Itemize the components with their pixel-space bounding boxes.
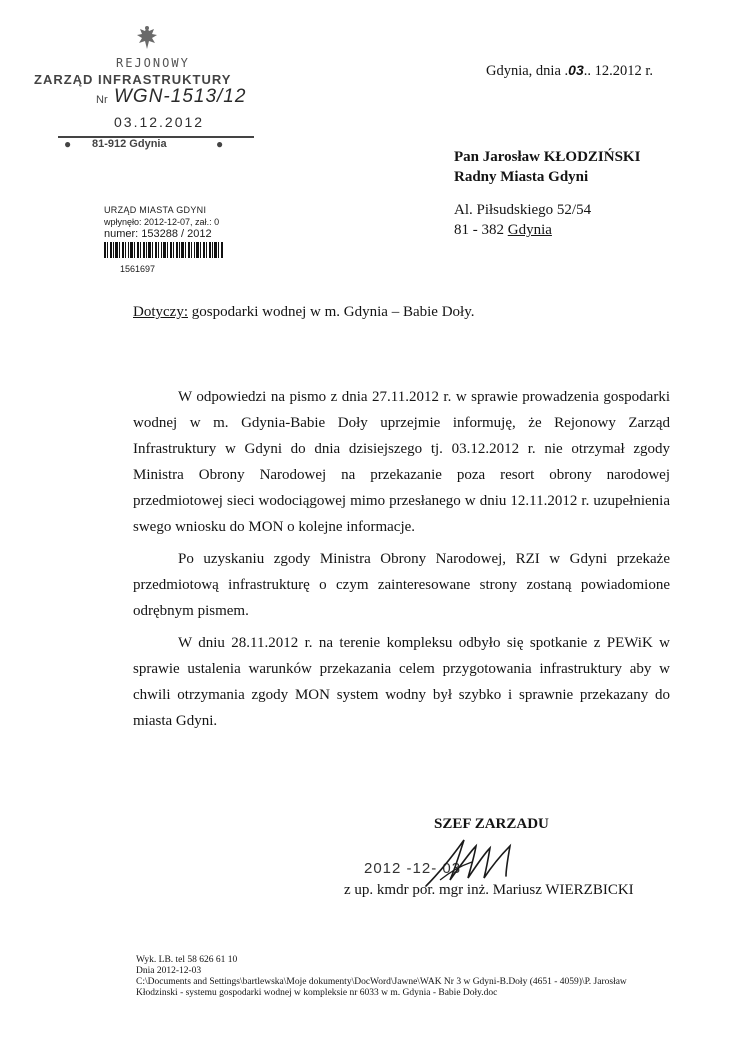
reception-office: URZĄD MIASTA GDYNI	[104, 205, 207, 215]
signer-line: z up. kmdr por. mgr inż. Mariusz WIERZBICKI	[344, 882, 634, 898]
addressee-street: Al. Piłsudskiego 52/54	[454, 202, 592, 218]
footer-line-2: Dnia 2012-12-03	[136, 966, 202, 976]
stamp-dot-icon: ●	[64, 137, 72, 151]
barcode-number: 1561697	[120, 264, 156, 274]
subject-text: gospodarki wodnej w m. Gdynia – Babie Doły.	[187, 304, 475, 320]
addressee-name: Pan Jarosław KŁODZIŃSKI	[454, 149, 641, 165]
reception-number: numer: 153288 / 2012	[104, 228, 212, 240]
letter-body	[133, 384, 670, 740]
footer	[136, 955, 696, 999]
paragraph-3: W dniu 28.11.2012 r. na terenie kompleksu odbyło się spotkanie z PEWiK w sprawie ustalenia warunków przekazania celem przygotowania infrastruktury aby w chwili otrzymania zgody MON system wodny był szybko i sprawnie przekazany do miasta Gdyni.	[133, 635, 670, 729]
subject-label: Dotyczy:	[133, 304, 188, 320]
subject-line	[133, 304, 474, 321]
paragraph-2: Po uzyskaniu zgody Ministra Obrony Narodowej, RZI w Gdyni przekaże przedmiotową infrastrukturę o czym zainteresowane strony zostaną powiadomione odrębnym pismem.	[133, 551, 670, 619]
stamp-line-1: REJONOWY	[116, 56, 190, 70]
stamp-nr-label: Nr	[96, 94, 108, 106]
eagle-emblem-icon	[134, 24, 160, 52]
stamp-line-2: ZARZĄD INFRASTRUKTURY	[34, 72, 232, 87]
signature-date-stamp: 2012 -12- 03	[364, 860, 462, 877]
addressee-city-line	[454, 220, 591, 240]
addressee-city: Gdynia	[507, 222, 552, 238]
stamp-reference-number: WGN-1513/12	[114, 86, 247, 107]
place-date	[486, 62, 653, 80]
stamp-postal: 81-912 Gdynia	[92, 138, 167, 150]
barcode-icon	[104, 242, 224, 258]
paragraph-1: W odpowiedzi na pismo z dnia 27.11.2012 r. w sprawie prowadzenia gospodarki wodnej w m. Gdynia-Babie Doły uprzejmie informuję, że Rejonowy Zarząd Infrastruktury w Gdyni do dnia dzisiejszego tj. 03.12.2012 r. nie otrzymał zgody Ministra Obrony Narodowej na przekazanie poza resort obrony narodowej przedmiotowej sieci wodociągowej mimo przesłanego w dniu 12.11.2012 r. uzupełnienia swego wniosku do MON o kolejne informacje.	[133, 389, 670, 535]
reception-received: wpłynęło: 2012-12-07, zał.: 0	[104, 217, 220, 227]
footer-line-4: Kłodzinski - systemu gospodarki wodnej w kompleksie nr 6033 w m. Gdynia - Babie Doły.doc	[136, 988, 498, 998]
place-date-suffix: .. 12.2012 r.	[583, 63, 654, 79]
reception-label	[104, 205, 274, 274]
addressee-title: Radny Miasta Gdyni	[454, 169, 589, 185]
place-date-day: 03	[568, 62, 584, 78]
stamp-date: 03.12.2012	[114, 114, 205, 130]
addressee	[454, 147, 640, 187]
footer-line-3: C:\Documents and Settings\bartlewska\Moje dokumenty\DocWord\Jawne\WAK Nr 3 w Gdyni-B.Doły (4651 - 4059)\P. Jarosław	[136, 977, 627, 987]
addressee-address	[454, 200, 591, 240]
addressee-postal: 81 - 382	[454, 222, 504, 238]
place-date-prefix: Gdynia, dnia .	[486, 63, 569, 79]
footer-line-1: Wyk. LB. tel 58 626 61 10	[136, 955, 238, 965]
signature-heading: SZEF ZARZADU	[434, 816, 549, 832]
registration-stamp	[30, 20, 260, 150]
stamp-dot-icon: ●	[216, 137, 224, 151]
